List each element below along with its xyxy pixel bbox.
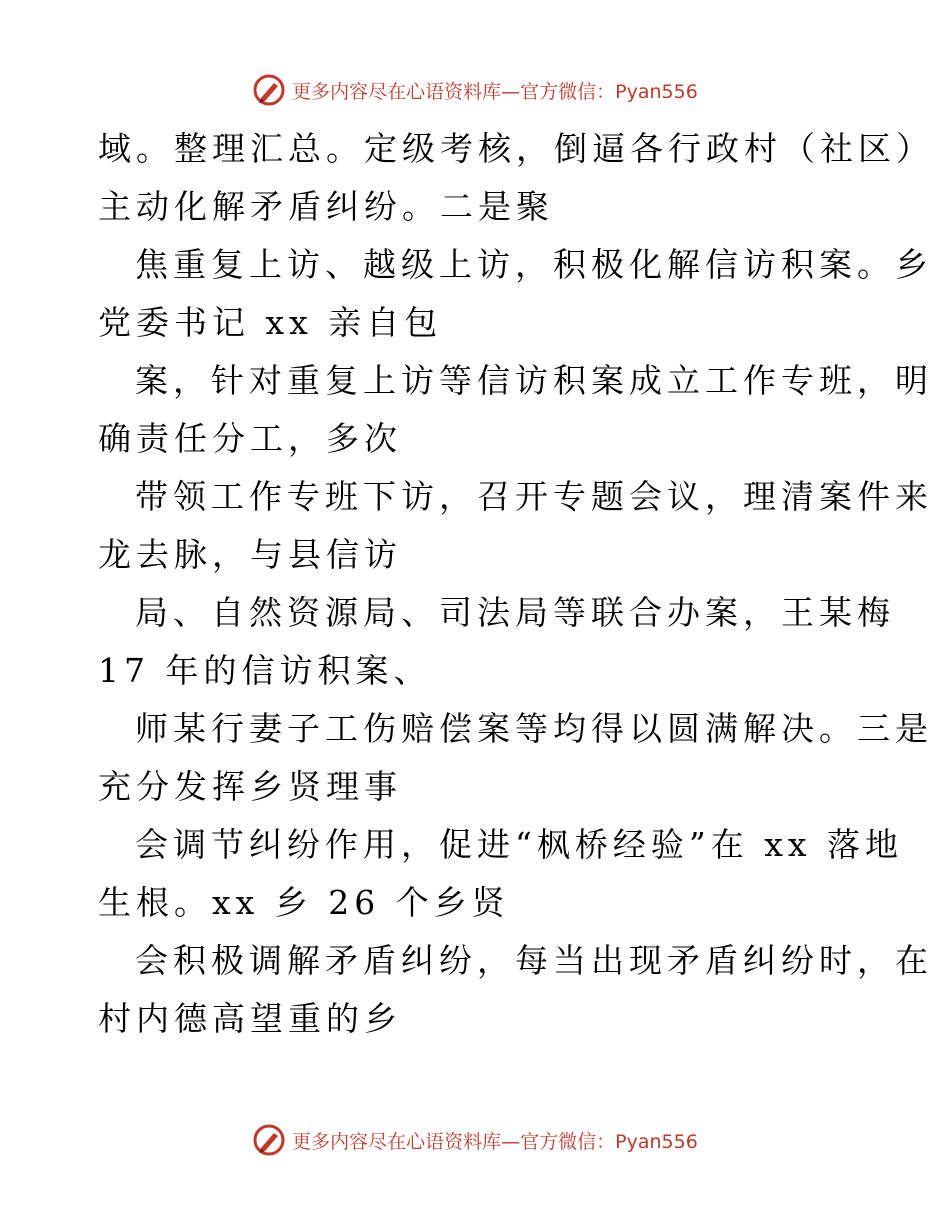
- text-line: 充分发挥乡贤理事: [98, 767, 402, 806]
- header-banner-text: 更多内容尽在心语资料库—官方微信：Pyan556: [292, 80, 698, 103]
- text-line: 会调节纠纷作用，促进“枫桥经验”在 xx 落地: [135, 825, 903, 864]
- text-line: 确责任分工，多次: [98, 419, 402, 458]
- text-line: 17 年的信访积案、: [98, 651, 432, 690]
- text-line: 师某行妻子工伤赔偿案等均得以圆满解决。三是: [135, 709, 933, 748]
- footer-banner-text: 更多内容尽在心语资料库—官方微信：Pyan556: [292, 1130, 698, 1153]
- text-line: 党委书记 xx 亲自包: [98, 303, 443, 342]
- text-line: 域。整理汇总。定级考核，倒逼各行政村（社区）: [98, 129, 934, 168]
- text-line: 村内德高望重的乡: [98, 999, 402, 1038]
- pen-logo-icon: [252, 1123, 286, 1157]
- text-line: 局、自然资源局、司法局等联合办案，王某梅: [135, 593, 895, 632]
- text-line: 龙去脉，与县信访: [98, 535, 402, 574]
- footer-banner: [0, 1120, 950, 1160]
- text-line: 主动化解矛盾纠纷。二是聚: [98, 187, 554, 226]
- text-line: 带领工作专班下访，召开专题会议，理清案件来: [135, 477, 933, 516]
- text-line: 焦重复上访、越级上访，积极化解信访积案。乡: [135, 245, 933, 284]
- text-line: 会积极调解矛盾纠纷，每当出现矛盾纠纷时，在: [135, 941, 933, 980]
- header-banner: [0, 70, 950, 110]
- text-line: 案，针对重复上访等信访积案成立工作专班，明: [135, 361, 933, 400]
- text-line: 生根。xx 乡 26 个乡贤: [98, 883, 510, 922]
- pen-logo-icon: [252, 73, 286, 107]
